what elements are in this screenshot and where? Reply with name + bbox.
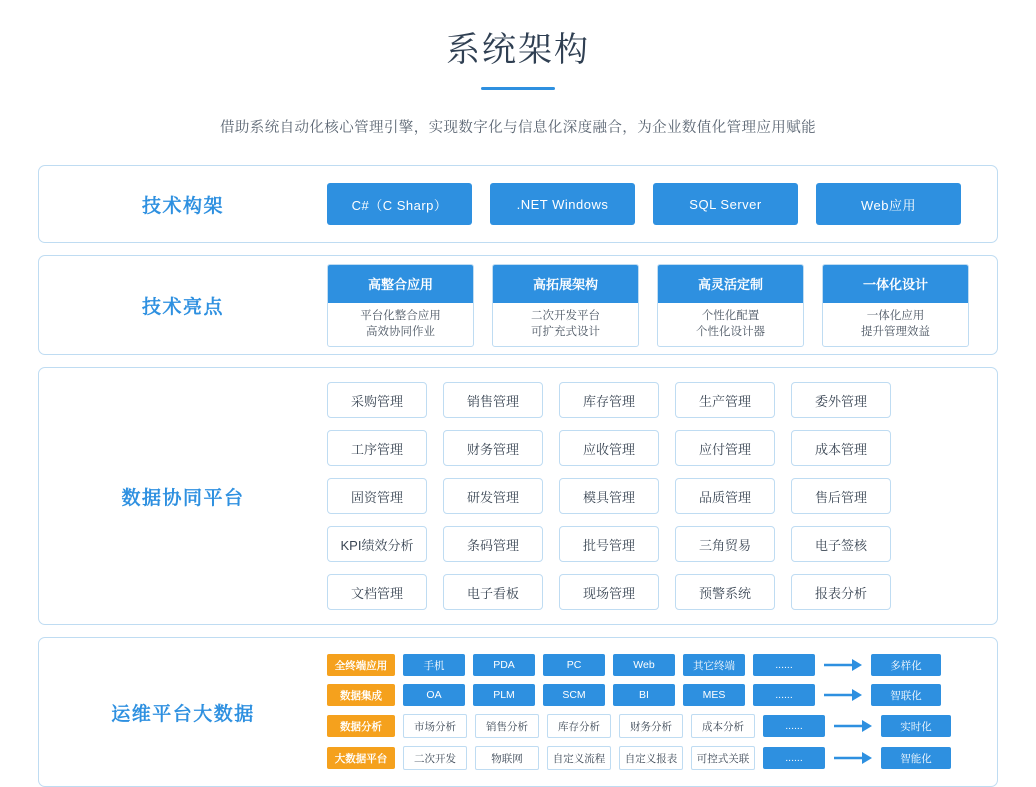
section-body-ops-bigdata <box>327 654 997 770</box>
bigdata-item-controllable-linkage[interactable]: 可控式关联 <box>691 746 755 770</box>
bigdata-output-smart[interactable]: 智能化 <box>881 747 951 769</box>
bigdata-item-other-terminals[interactable]: 其它终端 <box>683 654 745 676</box>
module-fixed-assets[interactable]: 固资管理 <box>327 478 427 514</box>
highlight-card-integration[interactable] <box>327 264 474 347</box>
section-label-ops-bigdata: 运维平台大数据 <box>111 703 255 725</box>
highlight-card-body <box>493 303 638 346</box>
module-process[interactable]: 工序管理 <box>327 430 427 466</box>
tech-highlight-card-row <box>327 264 989 347</box>
highlight-card-line: 个性化设计器 <box>696 325 765 338</box>
section-label-tech-highlights: 技术亮点 <box>141 296 224 318</box>
bigdata-item-market-analysis[interactable]: 市场分析 <box>403 714 467 738</box>
section-label-data-collaboration: 数据协同平台 <box>121 487 245 509</box>
section-data-collaboration-platform <box>38 367 998 625</box>
bigdata-item-finance-analysis[interactable]: 财务分析 <box>619 714 683 738</box>
bigdata-item-custom-workflow[interactable]: 自定义流程 <box>547 746 611 770</box>
section-body-tech-highlights <box>327 264 997 347</box>
bigdata-item-inventory-analysis[interactable]: 库存分析 <box>547 714 611 738</box>
bigdata-item-iot[interactable]: 物联网 <box>475 746 539 770</box>
highlight-card-flexibility[interactable] <box>657 264 804 347</box>
tech-chip-dotnet-windows[interactable]: .NET Windows <box>490 183 635 225</box>
module-purchasing[interactable]: 采购管理 <box>327 382 427 418</box>
module-quality[interactable]: 品质管理 <box>675 478 775 514</box>
bigdata-item-more[interactable]: ...... <box>763 747 825 769</box>
data-module-grid <box>327 382 989 610</box>
module-payables[interactable]: 应付管理 <box>675 430 775 466</box>
bigdata-category-label[interactable]: 数据分析 <box>327 715 395 737</box>
module-sales[interactable]: 销售管理 <box>443 382 543 418</box>
bigdata-item-oa[interactable]: OA <box>403 684 465 706</box>
module-lot-number[interactable]: 批号管理 <box>559 526 659 562</box>
module-alert-system[interactable]: 预警系统 <box>675 574 775 610</box>
bigdata-item-pc[interactable]: PC <box>543 654 605 676</box>
module-kpi-analysis[interactable]: KPI绩效分析 <box>327 526 427 562</box>
module-cost[interactable]: 成本管理 <box>791 430 891 466</box>
arrow-right-icon <box>833 719 873 733</box>
section-body-data-collaboration <box>327 382 997 610</box>
bigdata-row-data-integration <box>327 684 989 706</box>
module-outsourcing[interactable]: 委外管理 <box>791 382 891 418</box>
module-barcode[interactable]: 条码管理 <box>443 526 543 562</box>
bigdata-item-mobile[interactable]: 手机 <box>403 654 465 676</box>
module-triangular-trade[interactable]: 三角贸易 <box>675 526 775 562</box>
highlight-card-extensibility[interactable] <box>492 264 639 347</box>
bigdata-item-scm[interactable]: SCM <box>543 684 605 706</box>
module-after-sales[interactable]: 售后管理 <box>791 478 891 514</box>
highlight-card-body <box>328 303 473 346</box>
highlight-card-line: 高效协同作业 <box>366 325 435 338</box>
bigdata-category-label[interactable]: 数据集成 <box>327 684 395 706</box>
bigdata-category-label[interactable]: 全终端应用 <box>327 654 395 676</box>
tech-chip-csharp[interactable]: C#（C Sharp） <box>327 183 472 225</box>
bigdata-row-bigdata-platform <box>327 746 989 770</box>
highlight-card-line: 一体化应用 <box>866 309 925 322</box>
module-document[interactable]: 文档管理 <box>327 574 427 610</box>
module-report-analysis[interactable]: 报表分析 <box>791 574 891 610</box>
highlight-card-title: 高灵活定制 <box>658 265 803 303</box>
highlight-card-body <box>823 303 968 346</box>
highlight-card-line: 可扩充式设计 <box>531 325 600 338</box>
bigdata-item-cost-analysis[interactable]: 成本分析 <box>691 714 755 738</box>
module-finance[interactable]: 财务管理 <box>443 430 543 466</box>
module-production[interactable]: 生产管理 <box>675 382 775 418</box>
highlight-card-title: 一体化设计 <box>823 265 968 303</box>
section-body-tech-framework <box>327 183 997 225</box>
arrow-right-icon <box>823 658 863 672</box>
bigdata-row-all-terminals <box>327 654 989 676</box>
highlight-card-integrated-design[interactable] <box>822 264 969 347</box>
bigdata-item-plm[interactable]: PLM <box>473 684 535 706</box>
module-mould[interactable]: 模具管理 <box>559 478 659 514</box>
bigdata-item-sales-analysis[interactable]: 销售分析 <box>475 714 539 738</box>
page-subtitle: 借助系统自动化核心管理引擎，实现数字化与信息化深度融合，为企业数值化管理应用赋能 <box>220 120 816 136</box>
highlight-card-line: 平台化整合应用 <box>360 309 441 322</box>
bigdata-item-more[interactable]: ...... <box>753 684 815 706</box>
tech-chip-sql-server[interactable]: SQL Server <box>653 183 798 225</box>
highlight-card-line: 提升管理效益 <box>861 325 930 338</box>
tech-chip-web-app[interactable]: Web应用 <box>816 183 961 225</box>
section-tech-framework <box>38 165 998 243</box>
highlight-card-line: 个性化配置 <box>701 309 760 322</box>
bigdata-category-label[interactable]: 大数据平台 <box>327 747 395 769</box>
module-e-signature[interactable]: 电子签核 <box>791 526 891 562</box>
bigdata-item-more[interactable]: ...... <box>753 654 815 676</box>
bigdata-item-bi[interactable]: BI <box>613 684 675 706</box>
bigdata-item-pda[interactable]: PDA <box>473 654 535 676</box>
bigdata-item-more[interactable]: ...... <box>763 715 825 737</box>
page-title: 系统架构 <box>446 31 590 69</box>
bigdata-output-intelligent-connection[interactable]: 智联化 <box>871 684 941 706</box>
bigdata-item-custom-report[interactable]: 自定义报表 <box>619 746 683 770</box>
bigdata-item-mes[interactable]: MES <box>683 684 745 706</box>
highlight-card-body <box>658 303 803 346</box>
section-ops-bigdata-platform <box>38 637 998 787</box>
section-tech-highlights <box>38 255 998 355</box>
module-receivables[interactable]: 应收管理 <box>559 430 659 466</box>
highlight-card-title: 高拓展架构 <box>493 265 638 303</box>
module-rnd[interactable]: 研发管理 <box>443 478 543 514</box>
bigdata-row-data-analysis <box>327 714 989 738</box>
arrow-right-icon <box>833 751 873 765</box>
architecture-sections <box>38 165 998 787</box>
bigdata-output-diversified[interactable]: 多样化 <box>871 654 941 676</box>
section-label-tech-framework: 技术构架 <box>141 195 224 217</box>
module-shopfloor[interactable]: 现场管理 <box>559 574 659 610</box>
module-inventory[interactable]: 库存管理 <box>559 382 659 418</box>
module-e-kanban[interactable]: 电子看板 <box>443 574 543 610</box>
highlight-card-line: 二次开发平台 <box>531 309 600 322</box>
bigdata-item-web[interactable]: Web <box>613 654 675 676</box>
title-underline-divider <box>481 87 555 90</box>
bigdata-matrix <box>327 654 989 770</box>
highlight-card-title: 高整合应用 <box>328 265 473 303</box>
bigdata-output-realtime[interactable]: 实时化 <box>881 715 951 737</box>
bigdata-item-secondary-development[interactable]: 二次开发 <box>403 746 467 770</box>
arrow-right-icon <box>823 688 863 702</box>
tech-framework-chip-row <box>327 183 989 225</box>
